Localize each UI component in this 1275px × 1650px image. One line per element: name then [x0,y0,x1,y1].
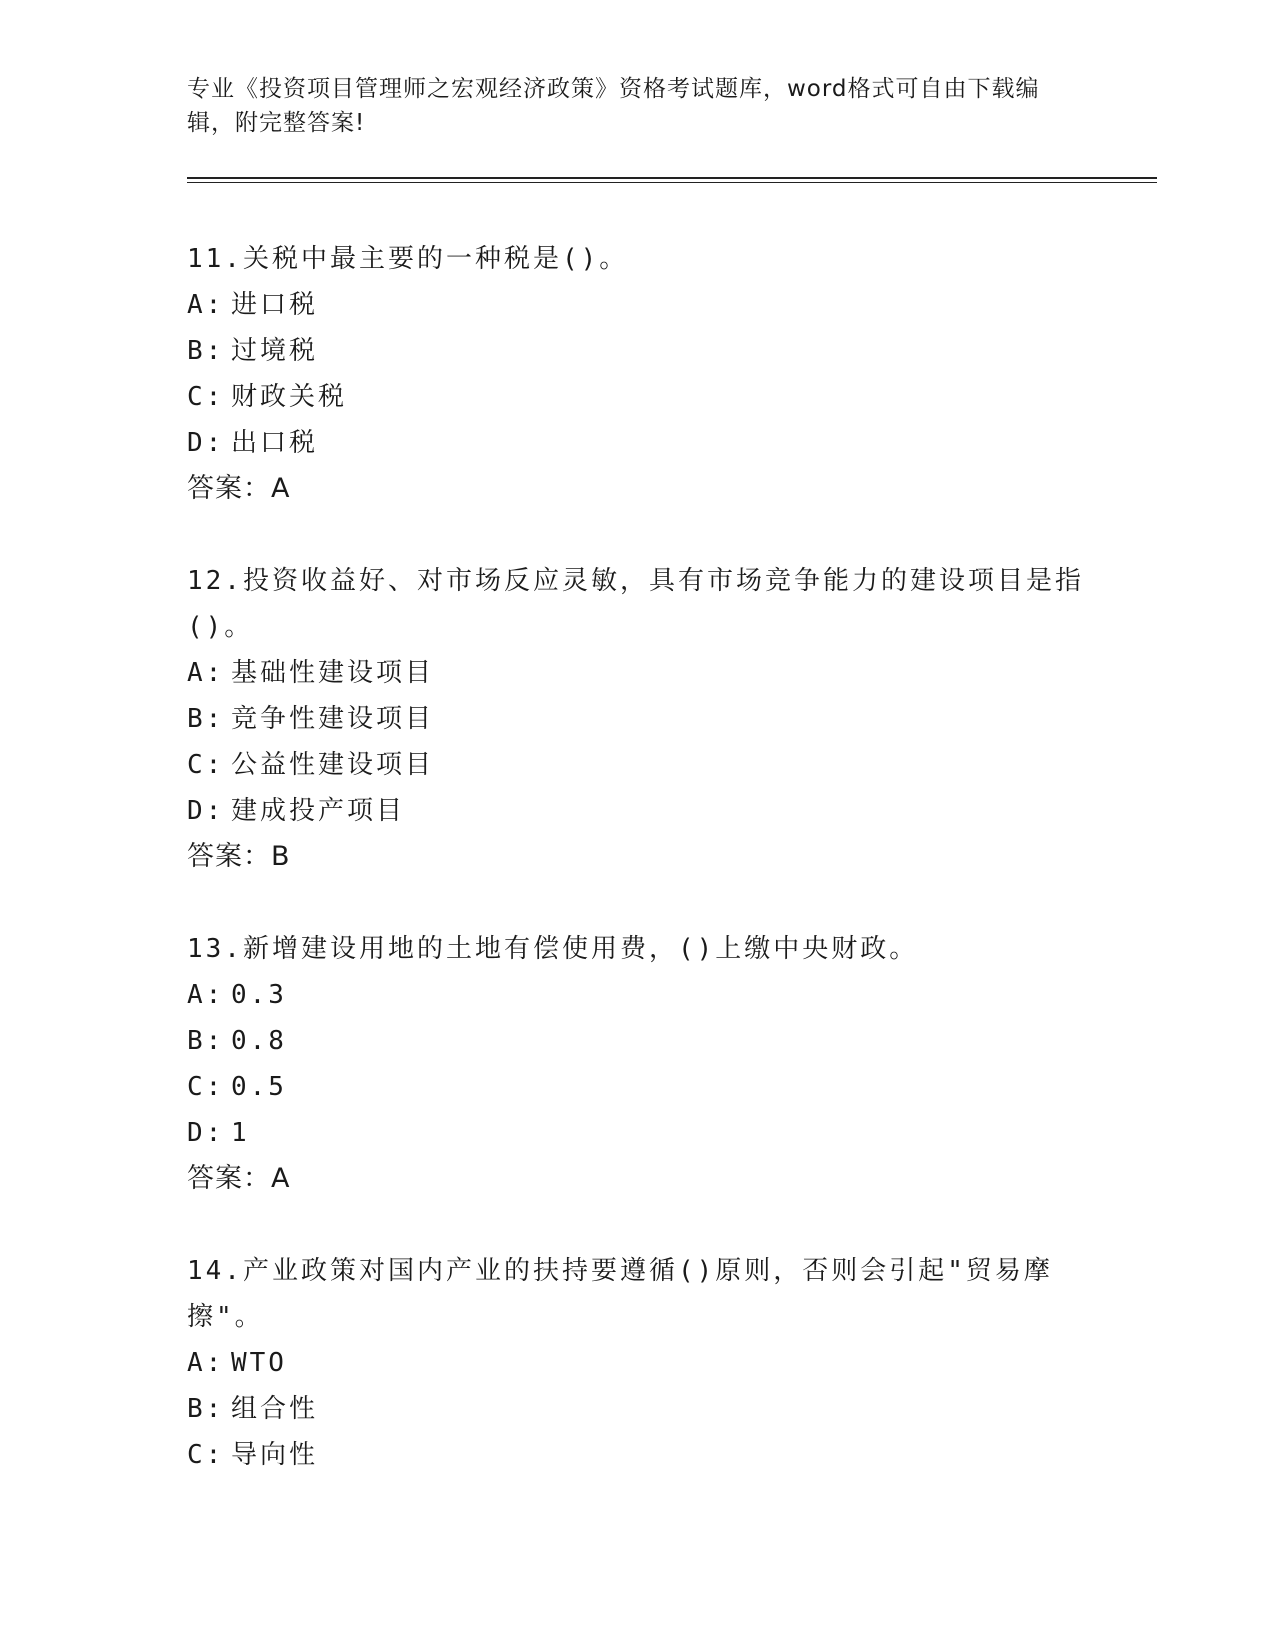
option-a [187,650,1087,696]
question-stem: 14.产业政策对国内产业的扶持要遵循()原则，否则会引起"贸易摩擦"。 [187,1256,1053,1332]
option-c [187,374,1087,420]
option-letter: B: [187,1026,225,1056]
option-d [187,420,1087,466]
answer-line: 答案：A [187,473,291,504]
option-text: 0.3 [231,980,287,1010]
option-text: 过境税 [231,336,319,366]
option-text: 公益性建设项目 [231,750,435,780]
option-text: 出口税 [231,428,319,458]
option-c [187,1064,1087,1110]
question-14 [187,1248,1087,1478]
option-letter: B: [187,1394,225,1424]
option-c [187,1432,1087,1478]
option-d [187,788,1087,834]
option-text: 导向性 [231,1440,319,1470]
answer-line: 答案：B [187,841,291,872]
option-text: 竞争性建设项目 [231,704,435,734]
option-b [187,1018,1087,1064]
option-letter: D: [187,796,225,826]
option-text: 0.8 [231,1026,287,1056]
option-letter: B: [187,704,225,734]
question-stem: 13.新增建设用地的土地有偿使用费，()上缴中央财政。 [187,934,919,964]
option-letter: C: [187,1440,225,1470]
option-c [187,742,1087,788]
option-a [187,1340,1087,1386]
option-letter: C: [187,382,225,412]
option-letter: A: [187,980,225,1010]
option-a [187,282,1087,328]
question-stem: 11.关税中最主要的一种税是()。 [187,244,629,274]
header-divider-thin [187,182,1157,183]
question-13 [187,926,1087,1202]
question-list [187,236,1087,1524]
option-letter: A: [187,658,225,688]
option-a [187,972,1087,1018]
question-12 [187,558,1087,880]
option-text: WTO [231,1348,287,1378]
option-letter: A: [187,1348,225,1378]
option-d [187,1110,1087,1156]
option-text: 进口税 [231,290,319,320]
option-letter: D: [187,1118,225,1148]
option-b [187,696,1087,742]
option-text: 建成投产项目 [231,796,406,826]
option-text: 财政关税 [231,382,348,412]
option-text: 组合性 [231,1394,319,1424]
option-text: 0.5 [231,1072,287,1102]
option-letter: C: [187,1072,225,1102]
option-letter: C: [187,750,225,780]
question-11 [187,236,1087,512]
option-text: 基础性建设项目 [231,658,435,688]
option-letter: D: [187,428,225,458]
option-letter: B: [187,336,225,366]
header-divider-thick [187,177,1157,179]
option-b [187,328,1087,374]
document-header: 专业《投资项目管理师之宏观经济政策》资格考试题库，word格式可自由下载编辑，附完整答案! [187,76,1040,136]
option-b [187,1386,1087,1432]
option-text: 1 [231,1118,250,1148]
option-letter: A: [187,290,225,320]
answer-line: 答案：A [187,1163,291,1194]
question-stem: 12.投资收益好、对市场反应灵敏，具有市场竞争能力的建设项目是指()。 [187,566,1084,642]
